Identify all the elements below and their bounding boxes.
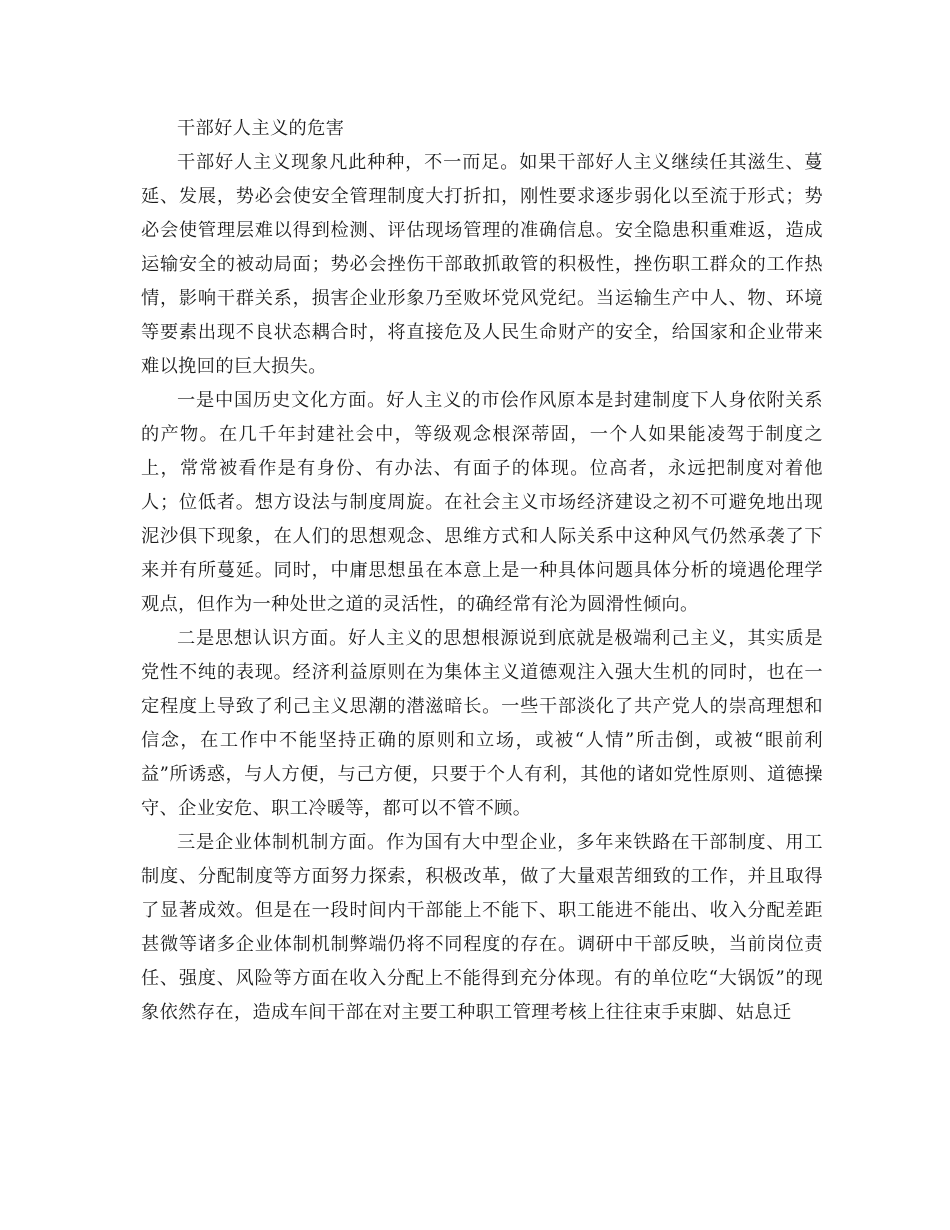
paragraph-harm: 干部好人主义现象凡此种种，不一而足。如果干部好人主义继续任其滋生、蔓延、发展，势必会使安全管理制度大打折扣，刚性要求逐步弱化以至流于形式；势必会使管理层难以得到检测、评估现场管理的准确信息。安全隐患积重难返，造成运输安全的被动局面；势必会挫伤干部敢抓敢管的积极性，挫伤职工群众的工作热情，影响干群关系，损害企业形象乃至败坏党风党纪。当运输生产中人、物、环境等要素出现不良状态耦合时，将直接危及人民生命财产的安全，给国家和企业带来难以挽回的巨大损失。 (141, 152, 823, 377)
document-body (141, 112, 823, 1030)
document-title: 干部好人主义的危害 (177, 118, 345, 139)
paragraph-ideology: 二是思想认识方面。好人主义的思想根源说到底就是极端利己主义，其实质是党性不纯的表现。经济利益原则在为集体主义道德观注入强大生机的同时，也在一定程度上导致了利己主义思潮的潜滋暗长。一些干部淡化了共产党人的崇高理想和信念，在工作中不能坚持正确的原则和立场，或被“人情”所击倒，或被“眼前利益”所诱惑，与人方便，与己方便，只要于个人有利，其他的诸如党性原则、道德操守、企业安危、职工冷暖等，都可以不管不顾。 (141, 628, 823, 819)
paragraph-history-culture: 一是中国历史文化方面。好人主义的市侩作风原本是封建制度下人身依附关系的产物。在几千年封建社会中，等级观念根深蒂固，一个人如果能凌驾于制度之上，常常被看作是有身份、有办法、有面子的体现。位高者，永远把制度对着他人；位低者。想方设法与制度周旋。在社会主义市场经济建设之初不可避免地出现泥沙俱下现象，在人们的思想观念、思维方式和人际关系中这种风气仍然承袭了下来并有所蔓延。同时，中庸思想虽在本意上是一种具体问题具体分析的境遇伦理学观点，但作为一种处世之道的灵活性，的确经常有沦为圆滑性倾向。 (141, 390, 823, 615)
paragraph-enterprise-system: 三是企业体制机制方面。作为国有大中型企业，多年来铁路在干部制度、用工制度、分配制度等方面努力探索，积极改革，做了大量艰苦细致的工作，并且取得了显著成效。但是在一段时间内干部能上不能下、职工能进不能出、收入分配差距甚微等诸多企业体制机制弊端仍将不同程度的存在。调研中干部反映，当前岗位责任、强度、风险等方面在收入分配上不能得到充分体现。有的单位吃“大锅饭”的现象依然存在，造成车间干部在对主要工种职工管理考核上往往束手束脚、姑息迁 (141, 832, 823, 1023)
